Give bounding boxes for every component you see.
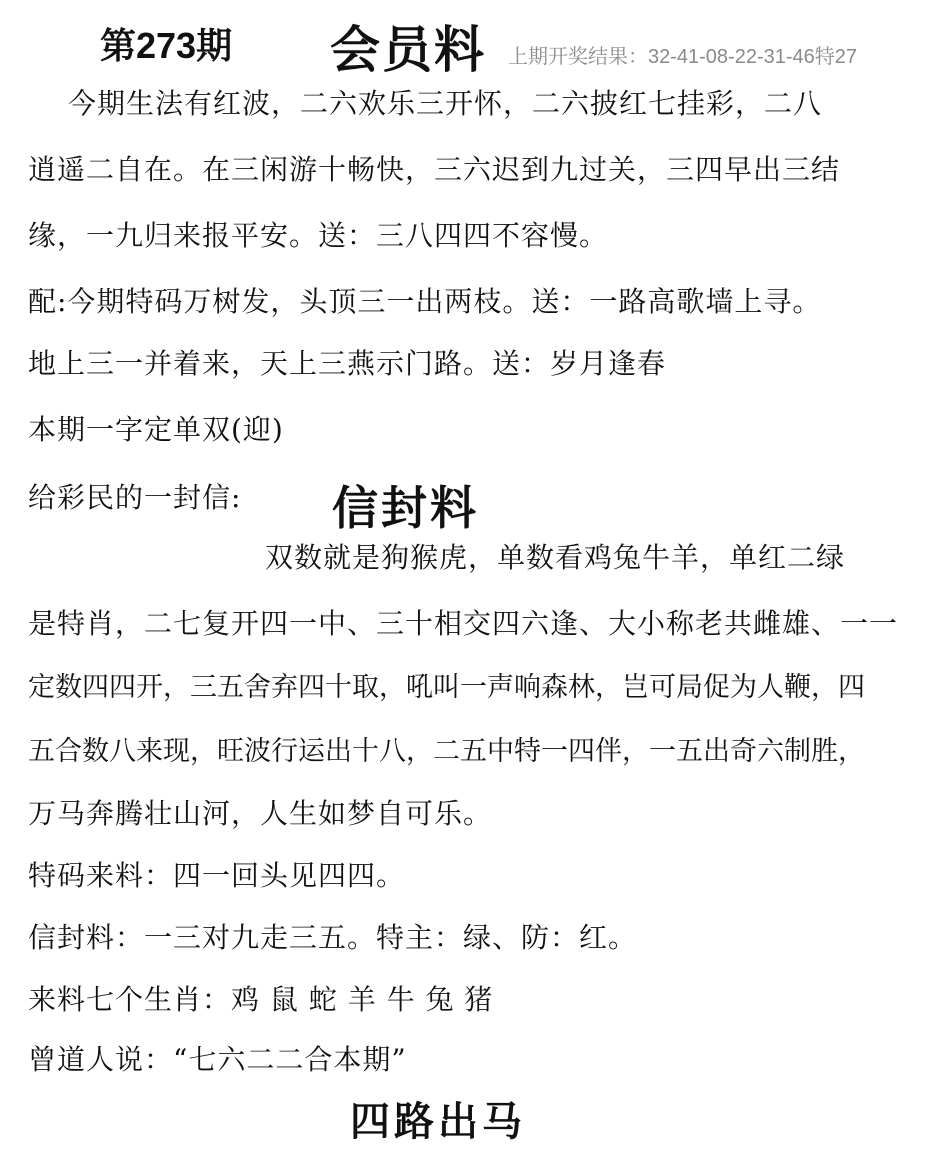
letter-line: 是特肖，二七复开四一中、三十相交四六逢、大小称老共雌雄、一一 [28, 607, 899, 640]
text-line: 逍遥二自在。在三闲游十畅快，三六迟到九过关，三四早出三结 [28, 153, 841, 186]
text-line: 给彩民的一封信: [28, 481, 242, 514]
letter-line: 五合数八来现，旺波行运出十八，二五中特一四伴，一五出奇六制胜， [28, 736, 865, 767]
letter-section-title: 信封料 [332, 481, 479, 535]
tail-line: 信封料：一三对九走三五。特主：绿、防：红。 [28, 921, 638, 954]
issue-number: 第273期 [100, 25, 233, 66]
footer-title: 四路出马 [350, 1098, 526, 1145]
text-line: 今期生法有红波，二六欢乐三开怀，二六披红七挂彩，二八 [68, 87, 823, 120]
main-title: 会员料 [330, 20, 486, 79]
letter-line: 定数四四开，三五舍弃四十取，吼叫一声响森林，岂可局促为人鞭，四 [28, 672, 865, 703]
text-line: 配:今期特码万树发，头顶三一出两枝。送：一路高歌墙上寻。 [28, 285, 822, 318]
header [0, 0, 933, 80]
tail-line: 来料七个生肖：鸡 鼠 蛇 羊 牛 兔 猪 [28, 983, 494, 1016]
text-line: 地上三一并着来，天上三燕示门路。送：岁月逢春 [28, 347, 667, 380]
tail-line: 特码来料：四一回头见四四。 [28, 859, 406, 892]
letter-line: 双数就是狗猴虎，单数看鸡兔牛羊，单红二绿 [265, 541, 846, 574]
text-line: 本期一字定单双(迎) [28, 413, 284, 446]
text-line: 缘，一九归来报平安。送：三八四四不容慢。 [28, 219, 609, 252]
tail-line: 曾道人说：“七六二二合本期” [28, 1043, 407, 1076]
last-draw-result: 上期开奖结果：32-41-08-22-31-46特27 [508, 46, 858, 68]
letter-line: 万马奔腾壮山河，人生如梦自可乐。 [28, 797, 493, 830]
